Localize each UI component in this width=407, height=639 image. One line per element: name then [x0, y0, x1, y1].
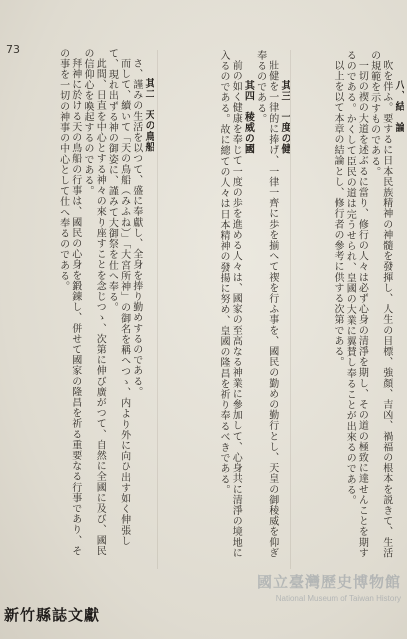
watermark	[251, 571, 401, 621]
paragraph: 拜神に於ける天の鳥船の行事は、國民の心身を鍛錬し、併せて國家の隆昌を祈る重要なる行事であり、その事を一切の神事の中心として仕へ奉るのである。	[57, 48, 81, 557]
section-heading: 其四 稜威の國	[242, 80, 254, 155]
section-heading: 其二 天の鳥船	[143, 78, 154, 153]
page-number: 73	[6, 43, 20, 56]
text-column-middle	[160, 50, 290, 562]
watermark-english: National Museum of Taiwan History	[275, 594, 401, 603]
column-divider	[157, 50, 158, 569]
column-divider	[290, 50, 291, 569]
paragraph: 壯健を一律的に捧げ、一律一齊に歩を揃へて禊を行ふ事を、國民の勤めの勤行とし、天皇の御稜威を仰ぎ奉るのである。	[254, 50, 278, 559]
paragraph: 此間、日直を中心とする神々の來り座すことを念じつゝ、次第に伸び廣がつて、自然に全國に及び、國民の信仰心を喚起するのである。	[81, 48, 106, 557]
footer-stamp: 新竹縣誌文獻	[4, 606, 101, 624]
text-column-right	[292, 50, 404, 560]
section-heading: 八、結 論	[393, 80, 404, 133]
paragraph: 一切の禊の大道を述ぶるに當り、修行の人々は必ず心身の清淨を期し、その道の極致に達せんことを期するのである。かくして臣民の道は完うせられ、皇國の大業に翼賛し奉ることが出來るのである。	[344, 50, 368, 559]
paragraph: 而して、續いて「天の鳥船（みふね）」「大宮所神」の御名を稱へつゝ、内より外に向ひ出す如く伸張して、現れ出ずる神の御姿に、謹みて大御祭を仕へ奉る。	[106, 48, 130, 547]
paragraph: 吹を伴ふ。要するに日本民族精神の神髓を發揮し、人生の目標、強顏、吉凶、禍福の根本を説きて、生活の規範を示すものである。	[368, 50, 392, 559]
section-heading: 其三 一度の健	[279, 80, 290, 155]
paragraph: 以上を以て本章の結論とし、修行者の參考に供する次第である。	[331, 60, 343, 368]
text-column-left	[28, 48, 154, 562]
paragraph: さ、謹みの生活を以つて、盛に奉獻し、全身を捧り勤めするのである。	[130, 58, 142, 398]
watermark-chinese: 國立臺灣歷史博物館	[256, 573, 401, 591]
paragraph: 前の如く健康を奉じて一度の歩を進める人々は、國家の至高なる神業に參加して、心身共に清淨の境地に入るのである。故に總ての人々は日本精神の發揚に努め、皇國の隆昌を祈り奉るべきである。	[217, 50, 242, 559]
